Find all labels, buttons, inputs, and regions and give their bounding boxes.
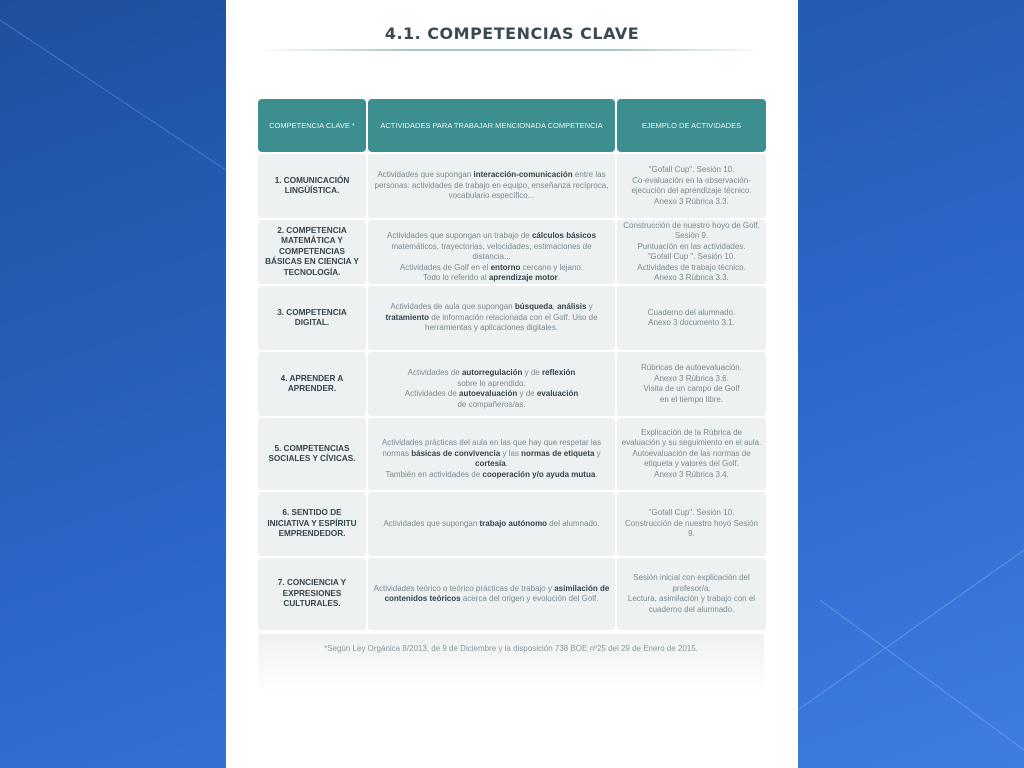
row-6-ejemplo: "Gofall Cup". Sesión 10. Construcción de nuestro hoyo Sesión 9. bbox=[617, 492, 766, 556]
footnote: *Según Ley Orgánica 8/2013, de 9 de Diciembre y la disposición 738 BOE nº25 del 29 de Enero de 2015. bbox=[258, 634, 764, 694]
row-7-actividades: Actividades teórico o teórico prácticas de trabajo y asimilación de contenidos teóricos acerca del origen y evolución del Golf. bbox=[368, 558, 615, 630]
row-3-competencia: 3. COMPETENCIA DIGITAL. bbox=[258, 286, 366, 350]
document-page bbox=[226, 0, 798, 768]
row-7-ejemplo: Sesión inicial con explicación del profesor/a. Lectura, asimilación y trabajo con el cuaderno del alumnado. bbox=[617, 558, 766, 630]
row-2-ejemplo: Construcción de nuestro hoyo de Golf. Sesión 9. Puntuación en las actividades. "Gofall Cup ". Sesión 10. Actividades de trabajo técnico. Anexo 3 Rúbrica 3.3. bbox=[617, 220, 766, 284]
page-title: 4.1. COMPETENCIAS CLAVE bbox=[384, 24, 640, 43]
row-4-ejemplo: Rúbricas de autoevaluación. Anexo 3 Rúbrica 3.6. Visita de un campo de Golf en el tiempo libre. bbox=[617, 352, 766, 416]
row-5-actividades: Actividades prácticas del aula en las que hay que respetar las normas básicas de convivencia y las normas de etiqueta y cortesía. También en actividades de cooperación y/o ayuda mutua. bbox=[368, 418, 615, 490]
header-ejemplo: EJEMPLO DE ACTIVIDADES bbox=[617, 99, 766, 152]
row-3-ejemplo: Cuaderno del alumnado. Anexo 3 documento 3.1. bbox=[617, 286, 766, 350]
title-divider bbox=[258, 49, 766, 51]
row-4-actividades: Actividades de autorregulación y de reflexión sobre lo aprendido. Actividades de autoevaluación y de evaluación de compañeros/as. bbox=[368, 352, 615, 416]
row-5-ejemplo: Explicación de la Rúbrica de evaluación y su seguimiento en el aula. Autoevaluación de las normas de etiqueta y valores del Golf. Anexo 3 Rúbrica 3.4. bbox=[617, 418, 766, 490]
row-4-competencia: 4. APRENDER A APRENDER. bbox=[258, 352, 366, 416]
row-6-competencia: 6. SENTIDO DE INICIATIVA Y ESPÍRITU EMPRENDEDOR. bbox=[258, 492, 366, 556]
row-5-competencia: 5. COMPETENCIAS SOCIALES Y CÍVICAS. bbox=[258, 418, 366, 490]
header-actividades: ACTIVIDADES PARA TRABAJAR MENCIONADA COMPETENCIA bbox=[368, 99, 615, 152]
row-2-actividades: Actividades que supongan un trabajo de cálculos básicos matemáticos, trayectorias, velocidades, estimaciones de distancia... Actividades de Golf en el entorno cercano y lejano. Todo lo referido al aprendizaje motor. bbox=[368, 220, 615, 284]
row-1-actividades: Actividades que supongan interacción-comunicación entre las personas: actividades de trabajo en equipo, enseñanza recíproca, vocabulario específico... bbox=[368, 154, 615, 218]
row-7-competencia: 7. CONCIENCIA Y EXPRESIONES CULTURALES. bbox=[258, 558, 366, 630]
row-1-competencia: 1. COMUNICACIÓN LINGÜÍSTICA. bbox=[258, 154, 366, 218]
row-6-actividades: Actividades que supongan trabajo autónomo del alumnado. bbox=[368, 492, 615, 556]
header-competencia: COMPETENCIA CLAVE * bbox=[258, 99, 366, 152]
competencias-table bbox=[258, 99, 764, 630]
row-3-actividades: Actividades de aula que supongan búsqueda, análisis y tratamiento de información relacionada con el Golf. Uso de herramientas y aplicaciones digitales. bbox=[368, 286, 615, 350]
row-2-competencia: 2. COMPETENCIA MATEMÁTICA Y COMPETENCIAS BÁSICAS EN CIENCIA Y TECNOLOGÍA. bbox=[258, 220, 366, 284]
row-1-ejemplo: "Gofall Cup". Sesión 10. Co-evaluación en la observación-ejecución del aprendizaje técnico. Anexo 3 Rúbrica 3.3. bbox=[617, 154, 766, 218]
